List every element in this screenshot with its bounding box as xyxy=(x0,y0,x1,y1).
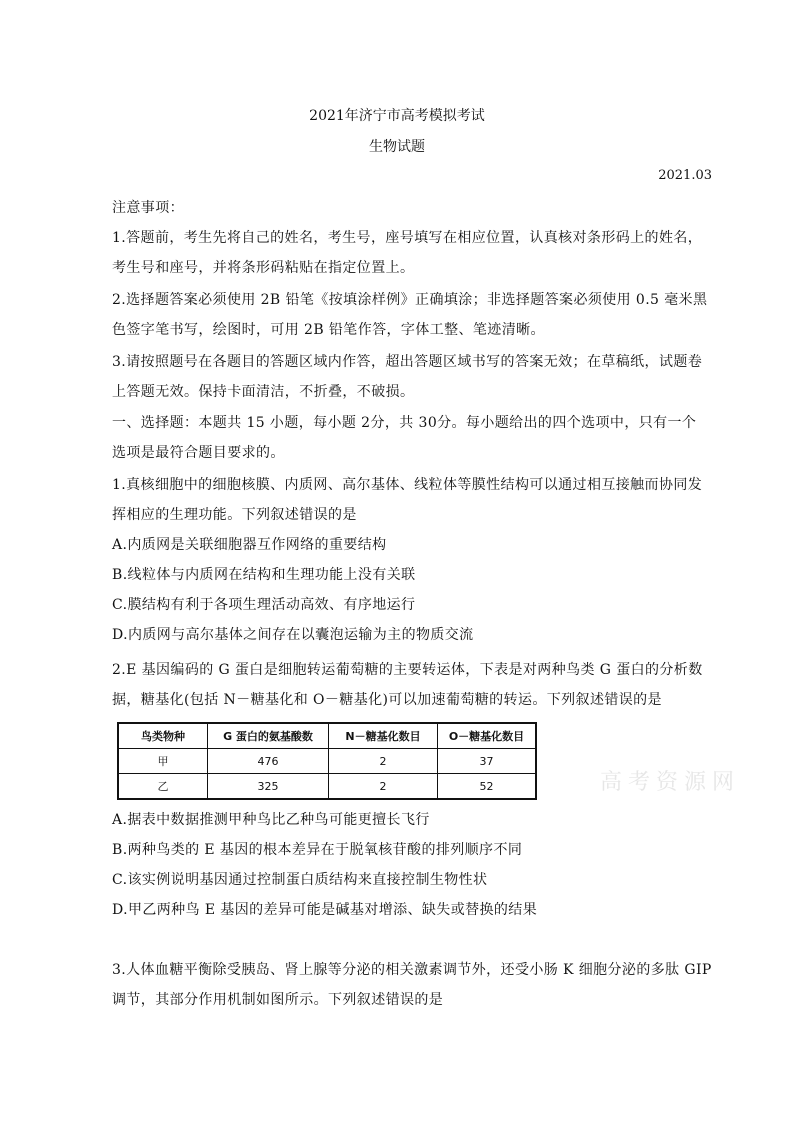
section-line-2: 选项是最符合题目要求的。 xyxy=(112,445,285,461)
table-header-cell: 鸟类物种 xyxy=(118,723,208,749)
q3-stem-line-2: 调节，其部分作用机制如图所示。下列叙述错误的是 xyxy=(112,992,444,1008)
note-3-line-1: 3.请按照题号在各题目的答题区域内作答，超出答题区域书写的答案无效；在草稿纸，试题卷 xyxy=(112,354,703,370)
table-cell: 2 xyxy=(329,749,438,774)
question-2 xyxy=(112,655,703,715)
table-cell: 52 xyxy=(438,774,537,800)
question-2-options xyxy=(112,805,684,925)
q2-option-c: C.该实例说明基因通过控制蛋白质结构来直接控制生物性状 xyxy=(112,872,488,888)
q1-option-d: D.内质网与高尔基体之间存在以囊泡运输为主的物质交流 xyxy=(112,627,474,643)
q2-option-d: D.甲乙两种鸟 E 基因的差异可能是碱基对增添、缺失或替换的结果 xyxy=(112,902,538,918)
table-cell: 476 xyxy=(208,749,329,774)
question-1 xyxy=(112,470,703,650)
section-heading xyxy=(112,408,697,468)
table-cell: 37 xyxy=(438,749,537,774)
note-1-line-1: 1.答题前，考生先将自己的姓名，考生号，座号填写在相应位置，认真核对条形码上的姓名， xyxy=(112,230,703,246)
note-item-1 xyxy=(112,223,703,283)
table-row xyxy=(118,774,536,800)
table-header-cell: G 蛋白的氨基酸数 xyxy=(208,723,329,749)
note-2-line-1: 2.选择题答案必须使用 2B 铅笔《按填涂样例》正确填涂；非选择题答案必须使用 0.5 毫米黑 xyxy=(112,292,708,308)
note-2-line-2: 色签字笔书写，绘图时，可用 2B 铅笔作答，字体工整、笔迹清晰。 xyxy=(112,322,545,338)
q1-stem-line-1: 1.真核细胞中的细胞核膜、内质网、高尔基体、线粒体等膜性结构可以通过相互接触而协同发 xyxy=(112,477,703,493)
section-line-1: 一、选择题：本题共 15 小题，每小题 2分，共 30分。每小题给出的四个选项中，只有一个 xyxy=(112,415,697,431)
q2-option-a: A.据表中数据推测甲种鸟比乙种鸟可能更擅长飞行 xyxy=(112,812,430,828)
q1-option-c: C.膜结构有利于各项生理活动高效、有序地运行 xyxy=(112,597,416,613)
note-item-3 xyxy=(112,347,703,407)
table-header-cell: N－糖基化数目 xyxy=(329,723,438,749)
q2-option-b: B.两种鸟类的 E 基因的根本差异在于脱氧核苷酸的排列顺序不同 xyxy=(112,842,523,858)
table-header-cell: O－糖基化数目 xyxy=(438,723,537,749)
q2-stem-line-2: 据，糖基化(包括 N－糖基化和 O－糖基化)可以加速葡萄糖的转运。下列叙述错误的是 xyxy=(112,692,662,708)
table-cell: 2 xyxy=(329,774,438,800)
table-cell: 乙 xyxy=(118,774,208,800)
q2-stem-line-1: 2.E 基因编码的 G 蛋白是细胞转运葡萄糖的主要转运体，下表是对两种鸟类 G 蛋白的分析数 xyxy=(112,662,703,678)
exam-subtitle: 生物试题 xyxy=(369,139,425,155)
table-cell: 甲 xyxy=(118,749,208,774)
table-cell: 325 xyxy=(208,774,329,800)
note-3-line-2: 上答题无效。保持卡面清洁，不折叠，不破损。 xyxy=(112,384,415,400)
table-row xyxy=(118,749,536,774)
question-3 xyxy=(112,955,712,1015)
q1-stem-line-2: 挥相应的生理功能。下列叙述错误的是 xyxy=(112,507,357,523)
note-item-2 xyxy=(112,285,708,345)
note-1-line-2: 考生号和座号，并将条形码粘贴在指定位置上。 xyxy=(112,260,415,276)
q1-option-b: B.线粒体与内质网在结构和生理功能上没有关联 xyxy=(112,567,416,583)
q3-stem-line-1: 3.人体血糖平衡除受胰岛、肾上腺等分泌的相关激素调节外，还受小肠 K 细胞分泌的多肽 GIP xyxy=(112,962,712,978)
exam-date: 2021.03 xyxy=(658,168,712,183)
exam-title: 2021年济宁市高考模拟考试 xyxy=(309,108,485,124)
table-header-row xyxy=(118,723,536,749)
g-protein-table xyxy=(117,722,537,800)
q1-option-a: A.内质网是关联细胞器互作网络的重要结构 xyxy=(112,537,387,553)
notes-heading: 注意事项： xyxy=(112,200,184,216)
watermark: 高考资源网 xyxy=(600,770,741,795)
